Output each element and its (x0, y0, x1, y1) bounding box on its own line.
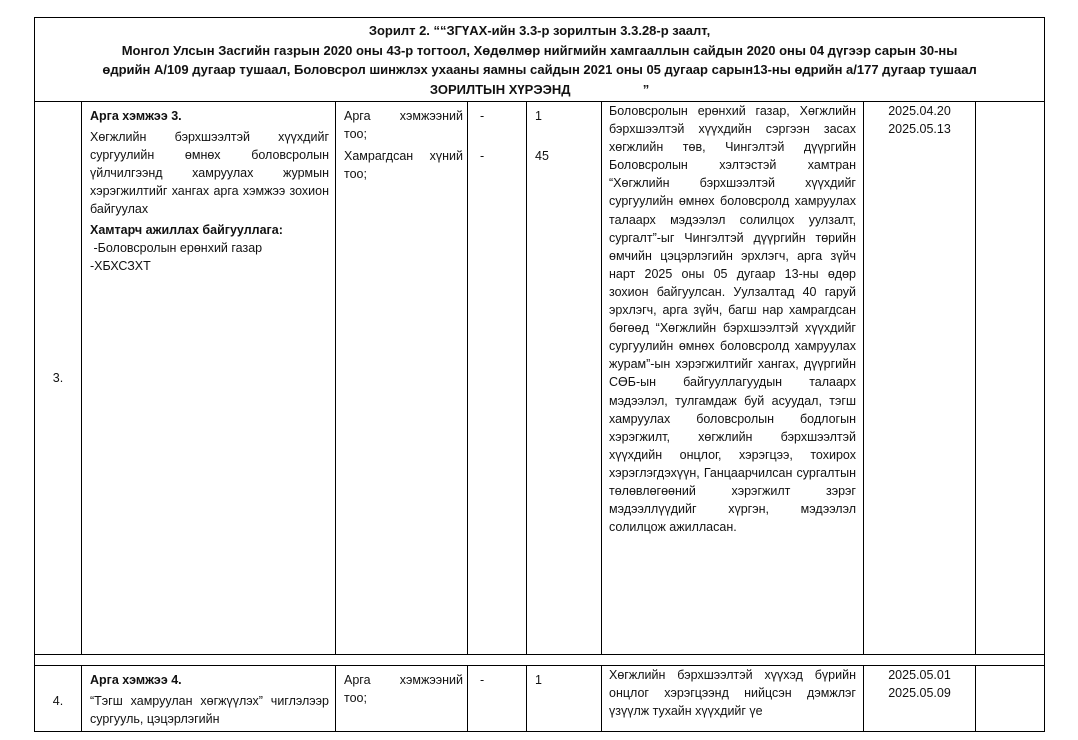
indicator-cell (336, 102, 468, 655)
header-line-1: Зорилт 2. ““ЗГҮАХ-ийн 3.3-р зорилтын 3.3.28-р заалт, (368, 23, 711, 38)
activity-title: Арга хэмжээ 4. (90, 673, 182, 687)
start-date: 2025.04.20 (888, 104, 951, 118)
activity-description: Хөгжлийн бэрхшээлтэй хүүхдийг сургуулийн өмнөх боловсролын үйлчилгээнд хамруулах журмын хэрэгжилтийг хангах арга хэмжээ зохион байгуулах (90, 130, 329, 216)
header-line-4: ЗОРИЛТЫН ХҮРЭЭНД ” (429, 81, 650, 97)
status-cell (976, 102, 1045, 655)
partners-label: Хамтарч ажиллах байгууллага: (90, 223, 283, 237)
report-cell: Хөгжлийн бэрхшээлтэй хүүхэд бүрийн онцлог хэрэгцээнд нийцсэн дэмжлэг үзүүлж тухайн хүүхдийг үе (602, 666, 864, 732)
target-value: 1 (535, 109, 542, 123)
report-cell: Боловсролын ерөнхий газар, Хөгжлийн бэрхшээлтэй хүүхдийн сэргээн засах хөгжлийн төв, Чингэлтэй дүүргийн Боловсролын хэлтэстэй хамтран “Хөгжлийн бэрхшээлтэй хүүхдийг сургуулийн өмнөх боловсролд хамруулах талаарх мэдээлэл солилцох уулзалт, сургалт”-ыг Чингэлтэй дүүргийн төрийн өмчийн цэцэрлэгийн эрхлэгч, арга зүйч нарт 2025 оны 05 дугаар 13-ны өдөр зохион байгуулсан. Уулзалтад 40 гаруй эрхлэгч, арга зүйч, багш нар хамрагдсан бөгөөд “Хөгжлийн бэрхшээлтэй хүүхдийг сургуулийн өмнөх боловсролд хамруулах журам”-ын хэрэгжилтийг хангах, дүүргийн СӨБ-ын байгууллагуудын талаарх мэдээлэл, тулгамдаж буй асуудал, тэгш хамруулах боловсролын бодлогын хэрэгжилт, хөгжлийн бэрхшээлтэй хүүхдийн онцлог, хэрэгцээ, тохирох хэрэглэгдэхүүн, Ганцаарчилсан сургалтын төлөвлөгөөний хэрэгжилт зэрэг мэдээллүүдийг хүргэн, мэдээлэл солилцож ажилласан. (602, 102, 864, 655)
activity-description: “Тэгш хамруулан хөгжүүлэх” чиглэлээр сургууль, цэцэрлэгийн (90, 694, 329, 726)
activity-cell (82, 102, 336, 655)
end-date: 2025.05.13 (888, 122, 951, 136)
table-row (35, 666, 1045, 732)
row-gap (35, 655, 1045, 666)
activity-title: Арга хэмжээ 3. (90, 109, 182, 123)
baseline-value: - (480, 109, 485, 123)
start-date: 2025.05.01 (888, 668, 951, 682)
header-line-2: Монгол Улсын Засгийн газрын 2020 оны 43-р тогтоол, Хөдөлмөр нийгмийн хамгааллын сайдын 2020 оны 04 дүгээр сарын 30-ны (121, 42, 958, 58)
indicator-item: Хамрагдсан хүний тоо; (344, 149, 463, 181)
indicator-item: Арга хэмжээний тоо; (344, 673, 463, 705)
report-table (34, 17, 1045, 732)
end-date: 2025.05.09 (888, 686, 951, 700)
baseline-cell (468, 102, 527, 655)
objective-header (35, 18, 1045, 102)
header-line-3: өдрийн А/109 дугаар тушаал, Боловсрол шинжлэх ухааны яамны сайдын 2021 оны 05 дугаар сарын13-ны өдрийн а/177 дугаар тушаал (102, 62, 977, 77)
target-cell (527, 102, 602, 655)
dates-cell (864, 102, 976, 655)
row-number: 3. (35, 102, 82, 655)
indicator-cell (336, 666, 468, 732)
partner-item: -ХБХСЗХТ (90, 259, 151, 273)
status-cell (976, 666, 1045, 732)
dates-cell (864, 666, 976, 732)
activity-cell (82, 666, 336, 732)
baseline-value: - (480, 149, 485, 163)
baseline-cell (468, 666, 527, 732)
target-cell (527, 666, 602, 732)
row-number: 4. (35, 666, 82, 732)
partner-item: -Боловсролын ерөнхий газар (90, 241, 263, 255)
target-value: 45 (535, 149, 549, 163)
baseline-value: - (480, 673, 485, 687)
table-header-row (35, 18, 1045, 102)
target-value: 1 (535, 673, 542, 687)
table-row (35, 102, 1045, 655)
indicator-item: Арга хэмжээний тоо; (344, 109, 463, 141)
